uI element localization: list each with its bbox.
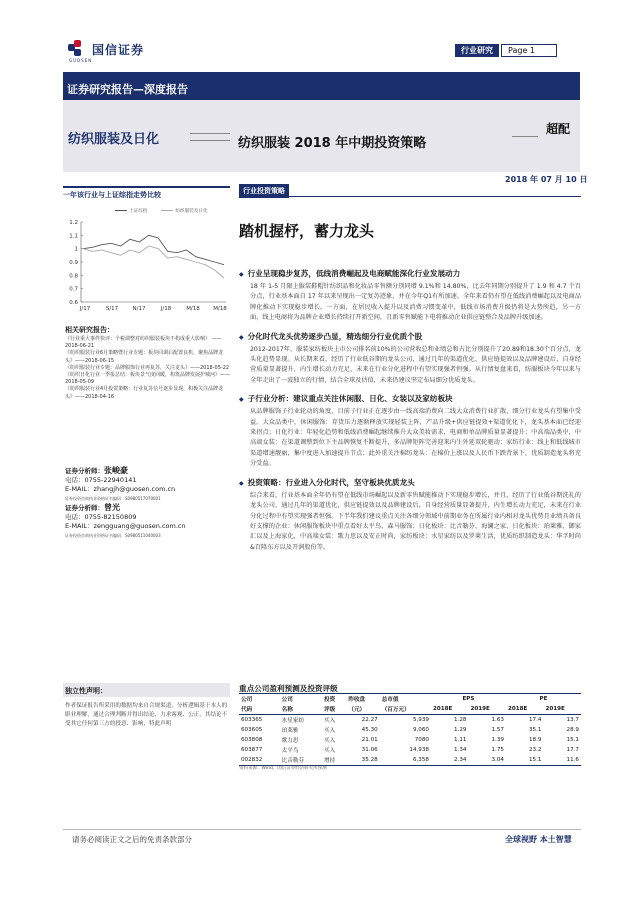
th-grade: 评级 [322, 704, 346, 715]
header-tags [455, 44, 557, 57]
report-type-band [63, 72, 580, 100]
table-cell: 1.63 [491, 717, 504, 723]
related-list [65, 336, 230, 401]
table-header-row [239, 694, 581, 705]
table-cell: 比音勒芬 [280, 755, 322, 766]
report-type: 证券研究报告—深度报告 [67, 83, 188, 96]
table-cell: 2.34 [431, 755, 469, 766]
report-date: 2018 年 07 月 10 日 [505, 175, 588, 184]
disclaimer-title: 独立性声明： [63, 683, 230, 697]
brand-name: 国信证券 [92, 42, 145, 57]
bullet-heading: ◆ 投资策略：行业进入分化时代，坚守板块优质龙头 [239, 477, 581, 488]
table-cell: 002832 [239, 755, 280, 766]
table-cell: 13.7 [566, 717, 579, 723]
sector-name: 纺织服装及日化 [68, 132, 160, 147]
table-cell: 珀莱雅 [281, 728, 299, 734]
analyst-label: 证券分析师： [65, 467, 104, 475]
analyst-phone: 0755-82150809 [84, 513, 137, 521]
table-cell: 1.57 [491, 727, 504, 733]
related-item: 《行业重大事件快评：个税调整对纺织服装板块不构成重大影响》 ——2018-06-21 [65, 336, 222, 350]
x-tick-label: J/17 [79, 306, 91, 312]
footer-slogan: 全球视野 本土智慧 [505, 835, 572, 844]
table-row [239, 745, 581, 755]
phone-label: 电话： [65, 513, 85, 521]
analyst-phone: 0755-22940141 [84, 476, 137, 484]
logo-mark-icon [68, 40, 88, 58]
table-cell: 买入 [323, 718, 336, 724]
th-mktcap: 总市值 [380, 694, 431, 705]
table-cell: 15.1 [506, 755, 544, 766]
table-cell: 23.2 [529, 747, 542, 753]
bullet-text: 综合来看，行业基本面全年仍有望在低线市场崛起以及新零售赋能推动下实现稳步增长，并且，经历了行业低谷期洗礼的龙头公司，通过几年的渠道优化，供应链提效以及品牌建设后，自身经营质量显著提升，内生增长动力充足，未来在行业分化过程中有望实现强者恒强。下半年我们建议重点关注各细分领域中前期业务在所属行业内相对龙头优势且业绩具备良好支撑的企业：休闲服饰板块中重点看好太平鸟、森马服饰；日化板块：比音勒芬、海澜之家、日化板块：珀莱雅、御家汇以及上海家化，中高端女装：歌力思以及安正时尚，家纺板块：水星家纺以及罗莱生活，优质纺织制造龙头：华孚时尚&百隆东方以及开润股份等。 [250, 491, 581, 551]
table-cell: 1.75 [491, 747, 504, 753]
related-item: 《纺织日化行业一季报总结：板块景气度回暖，构筑品牌发展护城河》——2018-05-09 [65, 372, 231, 386]
sector-divider [190, 133, 230, 141]
bullet-heading: ◆ 行业呈现稳步复苏，低线消费崛起及电商赋能深化行业发展动力 [239, 268, 581, 279]
table-cell: 5,939 [412, 717, 429, 723]
y-tick-label: 0.7 [69, 286, 78, 293]
analyst-email[interactable]: E-MAIL：zengguang@guosen.com.cn [65, 522, 186, 530]
related-item: 《纺织服装行业专题：品牌服饰行业再复苏，关注龙头》——2018-05-22 [65, 364, 230, 371]
table-cell: 1.11 [454, 737, 467, 743]
th-eps-2018: 2018E [431, 704, 469, 715]
table-cell: 9,060 [412, 727, 429, 733]
table-cell: 增持 [322, 755, 346, 766]
table-cell: 14,938 [409, 747, 429, 753]
th-unit-million: （百万元） [380, 704, 431, 715]
bullet-sections [239, 268, 581, 560]
th-code: 代码 [239, 704, 280, 715]
table-cell: 22.27 [361, 717, 378, 723]
table-row [239, 755, 581, 766]
y-tick-label: 0.6 [69, 300, 78, 306]
table-cell: 17.7 [566, 747, 579, 753]
related-title: 相关研究报告： [65, 326, 114, 334]
y-tick-label: 0.9 [69, 260, 78, 266]
series-line-1 [83, 246, 224, 278]
brand-sub: GUOSEN [69, 58, 93, 63]
table-cell: 21.01 [361, 737, 378, 743]
table-row [239, 735, 581, 745]
report-title: 纺织服装 2018 年中期投资策略 [238, 136, 427, 151]
bullet-text: 18 年 1-5 月限上服装鞋帽针纺织品和化妆品零售额分别同增 9.1%和 14.80%，比去年同期分别提升了 1.9 和 4.7 个百分点，行业基本面自 17 年以来呈现出一定复苏迹象，并在今年Q1有所加速。全年来看仍有望在低线消费崛起以及电商品牌化推动下实现稳步增长。一方面，在居民收入提升以及消费习惯变革中，低线市场消费升级仍将是大势所趋，另一方面，线上电商将为品牌企业增长持续打开新空间，且新零售赋能下电将推动企业供应链整合及品牌升级加速。 [250, 283, 581, 322]
industry-research-tag: 行业研究 [455, 44, 499, 57]
table-cell: 603605 [241, 727, 263, 733]
table-cell: 35.1 [529, 727, 542, 733]
y-tick-label: 0.8 [69, 273, 78, 280]
table-subheader-row [239, 704, 581, 715]
phone-label: 电话： [65, 476, 85, 484]
footer-note: 请务必阅读正文之后的免责条款部分 [72, 835, 192, 844]
table-source: 资料来源：Wind、国信证券经济研究所预测 [239, 766, 327, 771]
table-cell: 603877 [241, 747, 263, 753]
table-cell: 18.9 [529, 737, 542, 743]
analyst-card [65, 503, 230, 540]
x-tick-label: S/17 [105, 306, 119, 312]
section-tag: 行业投资策略 [239, 184, 289, 198]
chart-box-title: 一年该行业与上证综指走势比较 [63, 186, 230, 200]
y-tick-label: 1 [74, 246, 78, 253]
bullet-text: 从品牌服饰子行业轮动的角度，目前子行业正在逐步由一线高端消费向二线大众消费行业扩散，细分行业龙头有望集中受益。大众品类中，休闲服饰：存货压力逐渐释放实现轻装上阵，产品升级+供应链提效+渠道优化下，龙头基本面已经迎来拐点；日化行业：年轻化趋势和低线消费崛起继续推升大众美妆需求，电商和单品牌质量显著提升；中高端品类中，中高端女装：在渠道调整到位下主品牌恢复不断提升，多品牌矩阵完善迎来内生外延双轮驱动；家纺行业：线上和低线城市渠道增速靓丽，集中度进入加速提升节点；此外重关注棉纺龙头：在棉价上涨以及人民币下跌背景下，优质制造龙头将充分受益。 [250, 408, 581, 468]
series-line-0 [83, 235, 224, 264]
x-tick-label: J/18 [160, 306, 172, 312]
table-cell: 1.39 [491, 737, 504, 743]
table-row [239, 725, 581, 735]
trend-chart [63, 216, 230, 316]
table-cell: 603808 [241, 737, 263, 743]
forecast-table [239, 693, 581, 766]
table-cell: 603365 [241, 717, 263, 723]
th-pe-2018: 2018E [506, 704, 544, 715]
analyst-name: 张峻豪 [104, 466, 128, 475]
legend-item-index: 上证综指 [115, 208, 147, 214]
table-cell: 45.30 [361, 727, 378, 733]
x-tick-label: M/18 [213, 306, 227, 312]
th-eps: EPS [431, 694, 506, 705]
disclaimer-text: 作者保证报告所采用的数据均来自合规渠道，分析逻辑基于本人的职业理解，通过合理判断并得出结论，力求客观、公正，其结论不受其它任何第三方的授意、影响，特此声明 [65, 703, 228, 727]
headline: 踏机握杼，蓄力龙头 [239, 222, 375, 240]
analyst-license: 证券投资咨询执业资格证书编码：S0980511040003 [65, 533, 161, 538]
th-unit-yuan: （元） [346, 704, 379, 715]
th-company2: 公司 [280, 694, 322, 705]
footer-divider [63, 829, 581, 830]
table-cell: 15.1 [566, 737, 579, 743]
chart-legend [115, 208, 208, 214]
table-cell: 17.4 [529, 717, 542, 723]
bullet-heading: ◆ 子行业分析：建议重点关注休闲服、日化、女装以及家纺板块 [239, 393, 581, 404]
th-name: 名称 [280, 704, 322, 715]
analyst-name: 曾光 [104, 503, 120, 512]
table-cell: 31.06 [361, 747, 378, 753]
table-cell: 买入 [323, 738, 336, 744]
analyst-license: 证券投资咨询执业资格证书编码：S0980517070001 [65, 496, 161, 501]
table-cell: 买入 [323, 728, 336, 734]
table-cell: 35.28 [346, 755, 379, 766]
table-cell: 7080 [414, 737, 429, 743]
y-tick-label: 1.1 [69, 233, 78, 240]
y-tick-label: 1.2 [69, 220, 78, 226]
th-pe-2019: 2019E [543, 704, 581, 715]
table-cell: 1.29 [454, 727, 467, 733]
table-cell: 水星家纺 [281, 718, 305, 724]
th-company: 公司 [239, 694, 280, 705]
analyst-block [65, 466, 230, 540]
table-row [239, 715, 581, 726]
legend-item-sector: 纺织服装及日化 [161, 208, 207, 214]
x-tick-label: N/17 [132, 306, 146, 312]
table-cell: 买入 [323, 748, 336, 754]
related-item: 《纺织服装行业6月策略暨行业专题：板块回调后配置良机，聚焦品牌龙头》——2018-06-15 [65, 350, 224, 364]
th-close: 昨收盘 [346, 694, 379, 705]
bullet-text: 2012-2017年，服装家纺板块上市公司排名前10%的公司营收总和业绩总和占比分别提升了20.89和18.30个百分点，龙头化趋势显现。从长期来看，经历了行业低谷期的龙头公司，通过几年的渠道优化、供应链提效以及品牌建设后，自身经营质量显著提升，内生增长动力充足，未来在行业分化进程中有望实现强者恒强。从行情复盘来看，纺服板块今年以来与全年走出了一波独立的行情，结合全球及估值，未来仍建议坚定布局细分优质龙头。 [250, 345, 581, 384]
page-number: Page 1 [501, 44, 557, 57]
guosen-logo [68, 38, 160, 60]
analyst-label: 证券分析师： [65, 504, 104, 512]
table-cell: 太平鸟 [281, 748, 299, 754]
analyst-email[interactable]: E-MAIL：zhangjh@guosen.com.cn [65, 485, 176, 493]
th-rating: 投资 [322, 694, 346, 705]
section-divider [239, 196, 581, 197]
related-item: 《纺织服装行业4月投资策略：行业复苏信号逐步显现，积极关注品牌龙头》——2018-04-16 [65, 386, 224, 400]
rating: 超配 [546, 122, 571, 136]
table-cell: 1.34 [454, 747, 467, 753]
x-tick-label: M/18 [186, 306, 200, 312]
th-pe: PE [506, 694, 581, 705]
table-cell: 6,358 [380, 755, 431, 766]
bullet-heading: ◆ 分化时代龙头优势逐步凸显，精选细分行业优质个股 [239, 331, 581, 342]
analyst-card [65, 466, 230, 503]
table-cell: 28.9 [566, 727, 579, 733]
rating-divider [512, 136, 538, 137]
table-cell: 3.04 [468, 755, 506, 766]
table-cell: 歌力思 [281, 738, 299, 744]
table-cell: 1.28 [454, 717, 467, 723]
th-eps-2019: 2019E [468, 704, 506, 715]
table-title: 重点公司盈利预测及投资评级 [239, 684, 338, 693]
table-cell: 11.6 [543, 755, 581, 766]
